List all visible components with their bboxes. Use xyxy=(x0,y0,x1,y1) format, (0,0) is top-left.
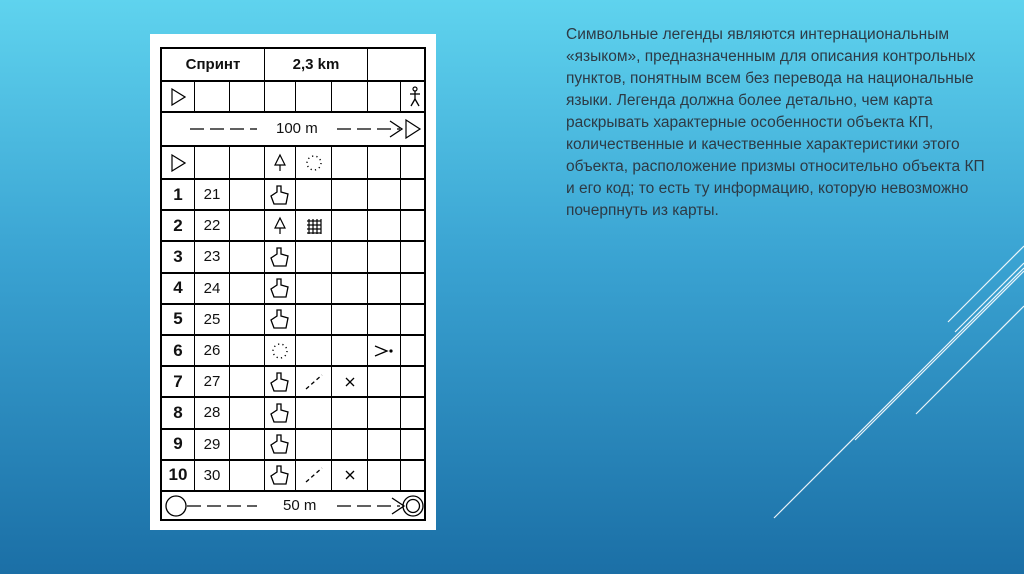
control-number: 6 xyxy=(162,336,195,365)
control-code: 28 xyxy=(195,398,230,427)
control-code: 25 xyxy=(195,305,230,334)
control-code: 24 xyxy=(195,274,230,303)
description-text: Символьные легенды являются интернациональным «языком», предназначенным для описания контрольных пунктов, понятным всем без перевода на национальные языки. Легенда должна более детально, чем карта раскрывать характерные особенности объекта КП, количественные и качественные характеристики этого объекта, расположение призмы относительно объекта КП и его код; то есть ту информацию, которую невозможно почерпнуть из карты. xyxy=(566,26,985,219)
control-number: 2 xyxy=(162,211,195,240)
control-code: 30 xyxy=(195,461,230,490)
control-number: 5 xyxy=(162,305,195,334)
control-number: 1 xyxy=(162,180,195,209)
event-name: Спринт xyxy=(162,49,265,80)
control-code: 23 xyxy=(195,242,230,271)
control-number: 4 xyxy=(162,274,195,303)
taped-route-finish-distance: 50 m xyxy=(279,497,320,514)
control-number: 8 xyxy=(162,398,195,427)
control-number: 3 xyxy=(162,242,195,271)
control-number: 10 xyxy=(162,461,195,490)
taped-route-start-distance: 100 m xyxy=(272,120,322,137)
course-length: 2,3 km xyxy=(265,49,368,80)
control-code: 29 xyxy=(195,430,230,459)
control-code: 21 xyxy=(195,180,230,209)
control-code: 22 xyxy=(195,211,230,240)
control-code: 27 xyxy=(195,367,230,396)
control-number: 7 xyxy=(162,367,195,396)
control-code: 26 xyxy=(195,336,230,365)
control-number: 9 xyxy=(162,430,195,459)
